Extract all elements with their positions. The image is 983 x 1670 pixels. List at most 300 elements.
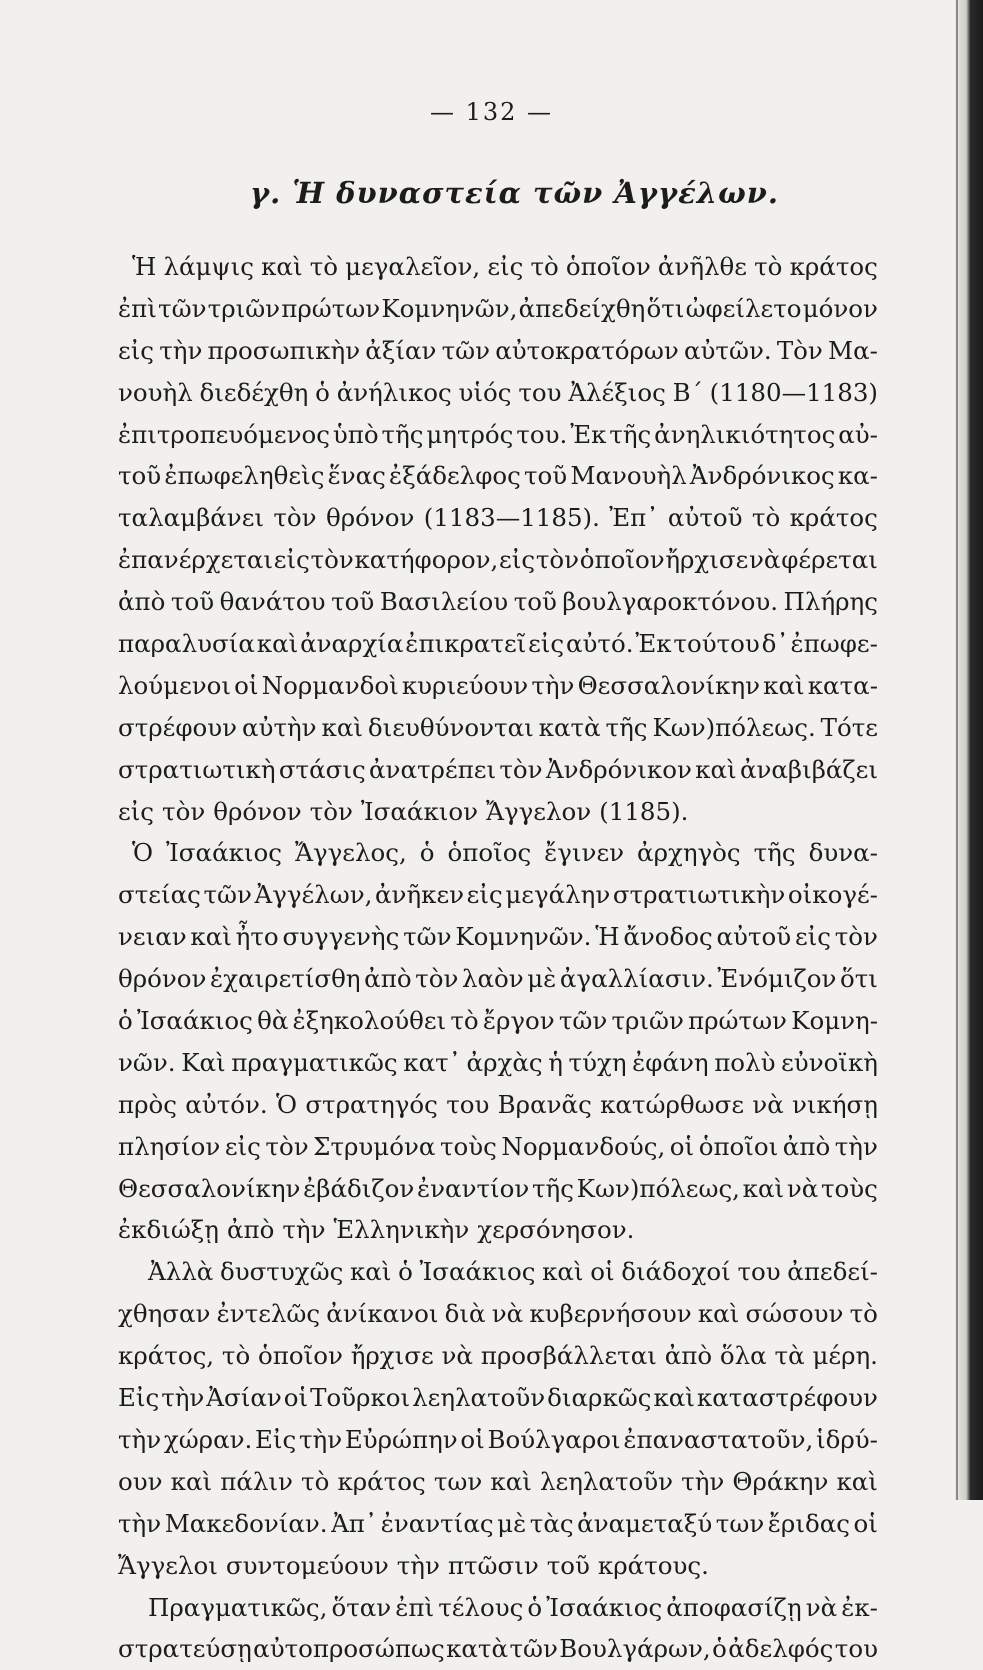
word: ἔργον	[482, 1006, 555, 1036]
word: δ᾽	[761, 629, 789, 659]
word: στρατεύσῃ	[118, 1634, 252, 1664]
word: Ἀπ᾽	[331, 1508, 378, 1538]
text-line	[118, 372, 878, 414]
word: ἀπεδεί-	[787, 1257, 878, 1287]
word: ἐπωφε-	[790, 629, 878, 659]
word: Ἀγγέλων,	[254, 880, 373, 910]
word: υἱός	[458, 377, 512, 407]
word: πρὸς	[118, 1089, 177, 1119]
word: Ἄγγελος,	[295, 838, 407, 868]
text-line	[118, 707, 878, 749]
text-line	[118, 1293, 878, 1335]
word: στείας	[118, 880, 201, 910]
word: ἐπιτροπευόμενος	[118, 419, 330, 449]
word: Βασιλείου	[379, 587, 509, 617]
word: τοῦ	[170, 587, 215, 617]
word: χώραν.	[163, 1424, 253, 1454]
word: τὸ	[530, 252, 559, 281]
word: τὴν	[118, 1508, 162, 1538]
word: ὅτι	[646, 293, 685, 323]
word: Κομνηνῶν,	[381, 293, 518, 323]
word: κράτος	[337, 1466, 426, 1496]
word: καὶ	[653, 1383, 695, 1413]
word: νὰ	[752, 1089, 784, 1119]
word: τὸ	[450, 1006, 479, 1036]
word: καὶ	[190, 922, 232, 952]
word: κατα-	[807, 670, 878, 700]
word: Ὁ	[132, 838, 154, 868]
text-line	[118, 1126, 878, 1168]
word: τὸ	[754, 252, 783, 281]
word: αὐ-	[838, 419, 878, 449]
section-heading: γ. Ἡ δυναστεία τῶν Ἀγγέλων.	[250, 176, 779, 210]
word: βουλγαροκτόνου.	[562, 587, 779, 617]
word: ἐξηκολούθει	[292, 1006, 447, 1036]
word: Ἀλλὰ	[148, 1257, 214, 1287]
word: πάλιν	[220, 1466, 293, 1496]
text-line	[118, 1545, 878, 1587]
word: τοῦ	[546, 1550, 590, 1580]
word: τύχη	[568, 1047, 627, 1077]
text-line	[118, 1084, 878, 1126]
text-line	[118, 1503, 878, 1545]
word: ἀπὸ	[364, 964, 412, 994]
text-line	[118, 832, 878, 874]
word: τὴν	[396, 1550, 440, 1580]
word: ἀνῆλθε	[657, 252, 747, 281]
word: ἀποφασίζῃ	[666, 1592, 802, 1622]
text-line	[118, 1042, 878, 1084]
word: πλησίον	[118, 1131, 221, 1161]
word: Βούλγαροι	[487, 1424, 621, 1454]
word: κατώρθωσε	[600, 1089, 745, 1119]
word: τοῦ	[513, 587, 557, 617]
word: τούτου	[673, 629, 760, 659]
word: θὰ	[257, 1006, 289, 1036]
text-line	[118, 1461, 878, 1503]
word: καὶ	[349, 1257, 392, 1287]
word: καὶ	[836, 1466, 878, 1496]
word: ἤρχισε	[665, 545, 749, 575]
word: νὰ	[441, 1341, 473, 1371]
word: καὶ	[490, 1466, 532, 1496]
word: Ἰσαάκιος	[546, 1592, 663, 1622]
word: ὑπὸ	[332, 419, 379, 449]
text-line	[118, 1209, 878, 1251]
word: καὶ	[321, 712, 363, 742]
word: ἀνήλικος	[336, 377, 452, 407]
word: λάμψις	[163, 252, 254, 281]
word: καὶ	[697, 1299, 740, 1329]
word: στάσις	[278, 754, 366, 784]
word: ὁποῖον	[579, 545, 665, 575]
word: τὰ	[774, 1341, 805, 1371]
word: ὁ	[712, 1634, 727, 1664]
word: λεηλατοῦν	[539, 1466, 674, 1496]
word: τῆς	[753, 838, 796, 868]
word: νὰ	[491, 1299, 524, 1329]
word: Τότε	[820, 712, 878, 742]
word: ἀξίαν	[365, 335, 437, 365]
word: νικήσῃ	[792, 1089, 878, 1119]
text-line	[118, 1251, 878, 1293]
word: Κομνη-	[791, 1006, 878, 1036]
word: τὴν	[159, 335, 203, 365]
word: Νορμανδοὶ	[261, 670, 399, 700]
word: του	[518, 377, 562, 407]
word: Βουλγάρων,	[559, 1634, 711, 1664]
word: Μα-	[828, 335, 878, 365]
word: τὴν	[834, 1131, 878, 1161]
word: ἐβάδιζον	[303, 1173, 415, 1203]
word: θανάτου	[219, 587, 326, 617]
word: ὁ	[315, 377, 330, 407]
text-line	[118, 330, 878, 372]
word: οἱ	[234, 670, 259, 700]
word: μόνον	[802, 293, 878, 323]
word: αὐτῶν.	[683, 335, 772, 365]
word: διεδέχθη	[199, 377, 309, 407]
word: Ἰσαάκιος	[419, 1257, 536, 1287]
word: ὁ	[118, 1006, 133, 1036]
word: Ἐπ᾽	[609, 503, 659, 533]
word: θρόνον	[325, 503, 415, 533]
word: ὁποῖον	[565, 252, 651, 281]
word: συγγενὴς	[282, 922, 400, 952]
word: Εἰς	[118, 1383, 160, 1413]
word: αὐτοῦ	[667, 503, 743, 533]
word: τῆς	[605, 712, 648, 742]
word: στρατηγός	[305, 1089, 438, 1119]
word: Ἀσίαν	[206, 1383, 282, 1413]
word: Κων)πόλεως,	[576, 1173, 740, 1203]
word: εἰς	[273, 545, 310, 575]
text-line	[118, 1419, 878, 1461]
word: ὁ	[419, 838, 435, 868]
page-number: — 132 —	[429, 98, 554, 126]
word: Θράκην	[732, 1466, 829, 1496]
body-text	[118, 246, 878, 1670]
word: ἀπὸ	[226, 1215, 275, 1245]
text-line	[118, 246, 878, 288]
word: Θεσσαλονίκην	[118, 1173, 301, 1203]
word: Μακεδονίαν.	[164, 1508, 328, 1538]
word: καὶ	[763, 670, 805, 700]
word: τὸν	[273, 503, 317, 533]
word: Βρανᾶς	[497, 1089, 592, 1119]
word: του	[446, 1089, 490, 1119]
text-line	[118, 1628, 878, 1670]
word: ὁ	[527, 1592, 543, 1622]
word: τὸν	[310, 545, 354, 575]
word: ἀνατρέπει	[369, 754, 497, 784]
word: Πλήρης	[783, 587, 878, 617]
word: τὸν	[834, 922, 878, 952]
word: τὸν	[162, 796, 206, 826]
text-line	[118, 288, 878, 330]
word: κατ᾽	[403, 1047, 461, 1077]
word: λεηλατοῦν	[412, 1383, 546, 1413]
text-line	[118, 874, 878, 916]
word: Πραγματικῶς,	[148, 1592, 328, 1622]
word: ἔριδας	[767, 1508, 850, 1538]
word: τῶν	[203, 880, 252, 910]
word: κράτος	[789, 503, 878, 533]
word: Ἀνδρόνικος	[689, 461, 835, 491]
word: ἀρχὰς	[466, 1047, 543, 1077]
word: ἀναβιβάζει	[739, 754, 878, 784]
word: Ἄγγελον	[486, 796, 592, 826]
page-edge	[955, 0, 983, 1500]
word: θρόνον	[118, 964, 207, 994]
text-line	[118, 791, 878, 833]
word: Ἀλέξιος	[568, 377, 666, 407]
word: τὸ	[751, 503, 781, 533]
word: καὶ	[170, 1466, 213, 1496]
word: εἰς	[118, 796, 155, 826]
word: ἀπὸ	[664, 1341, 713, 1371]
word: πρώτων	[281, 293, 381, 323]
text-line	[118, 916, 878, 958]
word: νειαν	[118, 922, 187, 952]
word: (1180—1183)	[709, 377, 878, 407]
word: ἀδελφός	[728, 1634, 834, 1664]
word: Ἑλληνικὴν	[333, 1215, 470, 1245]
word: τὰς	[529, 1508, 574, 1538]
word: Κων)πόλεως.	[652, 712, 816, 742]
word: ἀναρχία	[300, 629, 404, 659]
word: ἡ	[548, 1047, 563, 1077]
word: Ἰσαάκιον	[360, 796, 479, 826]
word: ὅλα	[719, 1341, 767, 1371]
word: μεγάλην	[505, 880, 611, 910]
word: αὐτόν.	[185, 1089, 268, 1119]
word: αὐτὴν	[242, 712, 317, 742]
word: παραλυσία	[118, 629, 255, 659]
word: τοῦ	[118, 461, 162, 491]
word: τῶν	[158, 293, 207, 323]
word: δυστυχῶς	[219, 1257, 344, 1287]
word: τὴν	[118, 1424, 162, 1454]
word: εἰς	[794, 922, 831, 952]
text-line	[118, 958, 878, 1000]
word: οἱ	[590, 1257, 615, 1287]
word: ὠφείλετο	[685, 293, 802, 323]
word: Ἰσαάκιος	[166, 838, 283, 868]
word: Ὁ	[275, 1089, 298, 1119]
word: καὶ	[256, 629, 299, 659]
word: ἀπὸ	[782, 1131, 831, 1161]
word: τριῶν	[207, 293, 281, 323]
word: ἀπὸ	[118, 587, 166, 617]
word: ἐπανέρχεται	[118, 545, 274, 575]
word: του.	[516, 419, 568, 449]
word: εἰς	[528, 629, 565, 659]
word: οἱ	[853, 1508, 878, 1538]
word: κυριεύουν	[401, 670, 529, 700]
text-line	[118, 1587, 878, 1629]
word: τῆς	[531, 1173, 574, 1203]
word: ἀνηλικιότητος	[654, 419, 836, 449]
word: ἐναντίας	[380, 1508, 494, 1538]
word: καὶ	[695, 754, 737, 784]
word: ἀρχηγὸς	[637, 838, 741, 868]
word: τῶν	[509, 1634, 558, 1664]
word: τὴν	[681, 1466, 725, 1496]
word: κα-	[837, 461, 878, 491]
word: ἐπαναστατοῦν,	[623, 1424, 814, 1454]
word: ἀναμεταξύ	[577, 1508, 713, 1538]
word: καὶ	[542, 1257, 584, 1287]
word: εἰς	[487, 252, 524, 281]
word: στρατιωτικὴ	[118, 754, 276, 784]
word: τὸν	[535, 545, 580, 575]
word: Ἀνδρόνικον	[545, 754, 692, 784]
word: Τὸν	[776, 335, 823, 365]
word: ταλαμβάνει	[118, 503, 264, 533]
word: τοῦ	[331, 587, 375, 617]
word: τριῶν	[611, 1006, 684, 1036]
word: πραγματικῶς	[231, 1047, 398, 1077]
word: Ἰσαάκιος	[136, 1006, 253, 1036]
word: οἱ	[669, 1131, 695, 1161]
word: ὅτι	[840, 964, 878, 994]
word: του	[834, 1634, 878, 1664]
word: ἀνίκανοι	[326, 1299, 439, 1329]
word: τοὺς	[439, 1131, 497, 1161]
word: αὐτοπροσώπως	[253, 1634, 445, 1664]
word: τὴν	[531, 670, 575, 700]
word: διὰ	[444, 1299, 486, 1329]
word: μέρη.	[812, 1341, 878, 1371]
word: τὸ	[849, 1299, 878, 1329]
word: Καὶ	[181, 1047, 226, 1077]
text-line	[118, 1000, 878, 1042]
text-line	[118, 497, 878, 539]
word: Στρυμόνα	[313, 1131, 436, 1161]
word: τῆς	[381, 419, 424, 449]
word: τοῦ	[524, 461, 568, 491]
word: ἦτο	[235, 922, 279, 952]
word: ὁ	[398, 1257, 413, 1287]
word: τοὺς	[820, 1173, 878, 1203]
word: ἐπὶ	[118, 293, 157, 323]
word: μεγαλεῖον,	[345, 252, 481, 281]
word: Ἐνόμιζον	[717, 964, 837, 994]
word: Ἡ	[132, 252, 157, 281]
word: εὐνοϊκὴ	[781, 1047, 878, 1077]
word: προσωπικὴν	[207, 335, 361, 365]
word: πτῶσιν	[447, 1550, 539, 1580]
word: ἕνας	[327, 461, 386, 491]
word: ἐφάνη	[632, 1047, 709, 1077]
word: νὰ	[749, 545, 781, 575]
word: Θεσσαλονίκην	[577, 670, 761, 700]
word: νῶν.	[118, 1047, 176, 1077]
word: τῶν	[403, 922, 452, 952]
text-line	[118, 665, 878, 707]
word: διαρκῶς	[547, 1383, 652, 1413]
word: ἀγαλλίασιν.	[559, 964, 714, 994]
word: μὲ	[497, 1508, 527, 1538]
word: του	[737, 1257, 781, 1287]
word: τῶν	[441, 335, 491, 365]
text-line	[118, 1335, 878, 1377]
word: χερσόνησον.	[477, 1215, 635, 1245]
word: Κομνηνῶν.	[455, 922, 592, 952]
word: ἐπικρατεῖ	[405, 629, 527, 659]
word: καὶ	[261, 252, 303, 281]
word: εἰς	[224, 1131, 261, 1161]
word: εἰς	[466, 880, 503, 910]
text-line	[118, 749, 878, 791]
word: Μανουὴλ	[570, 461, 687, 491]
word: (1185).	[599, 796, 689, 826]
word: τὸ	[309, 252, 339, 281]
text-line	[118, 414, 878, 456]
word: οἱ	[460, 1424, 485, 1454]
word: μητρός	[426, 419, 514, 449]
word: των	[433, 1466, 483, 1496]
gutter-line	[956, 0, 958, 1500]
word: διάδοχοί	[621, 1257, 731, 1287]
word: χθησαν	[118, 1299, 211, 1329]
word: στρέφουν	[118, 712, 238, 742]
text-line	[118, 623, 878, 665]
word: νὰ	[786, 1173, 819, 1203]
word: λούμενοι	[118, 670, 232, 700]
word: τὸ	[221, 1341, 251, 1371]
word: ἐξάδελφος	[389, 461, 521, 491]
word: κυβερνήσουν	[529, 1299, 692, 1329]
word: φέρεται	[781, 545, 878, 575]
word: Ἐκ	[635, 629, 672, 659]
word: ἐχαιρετίσθη	[210, 964, 361, 994]
word: Τοῦρκοι	[310, 1383, 411, 1413]
word: θρόνον	[213, 796, 302, 826]
word: στρατιωτικὴν	[612, 880, 786, 910]
word: οἱ	[283, 1383, 309, 1413]
word: ουν	[118, 1466, 163, 1496]
word: τὴν	[161, 1383, 205, 1413]
word: μὲ	[527, 964, 557, 994]
word: κατὰ	[538, 712, 601, 742]
word: λαὸν	[461, 964, 524, 994]
word: ἐντελῶς	[216, 1299, 321, 1329]
text-line	[118, 581, 878, 623]
word: εἰς	[118, 335, 155, 365]
word: πρώτων	[688, 1006, 787, 1036]
word: ἄνοδος	[623, 922, 713, 952]
word: κατὰ	[446, 1634, 509, 1664]
word: καταστρέφουν	[696, 1383, 878, 1413]
word: ἀνῆκεν	[375, 880, 465, 910]
word: αὐτό.	[565, 629, 634, 659]
word: ὁποῖον	[258, 1341, 343, 1371]
word: τὸν	[265, 1131, 309, 1161]
word: Ἐκ	[570, 419, 607, 449]
word: ἔγινεν	[544, 838, 625, 868]
word: τέλους	[438, 1592, 524, 1622]
word: (1183—1185).	[423, 503, 600, 533]
word: νὰ	[805, 1592, 838, 1622]
word: εἰς	[499, 545, 536, 575]
word: ἐκ-	[841, 1592, 878, 1622]
word: προσβάλλεται	[480, 1341, 657, 1371]
word: τὴν	[298, 1424, 343, 1454]
word: οἰκογέ-	[787, 880, 878, 910]
word: των	[715, 1508, 765, 1538]
